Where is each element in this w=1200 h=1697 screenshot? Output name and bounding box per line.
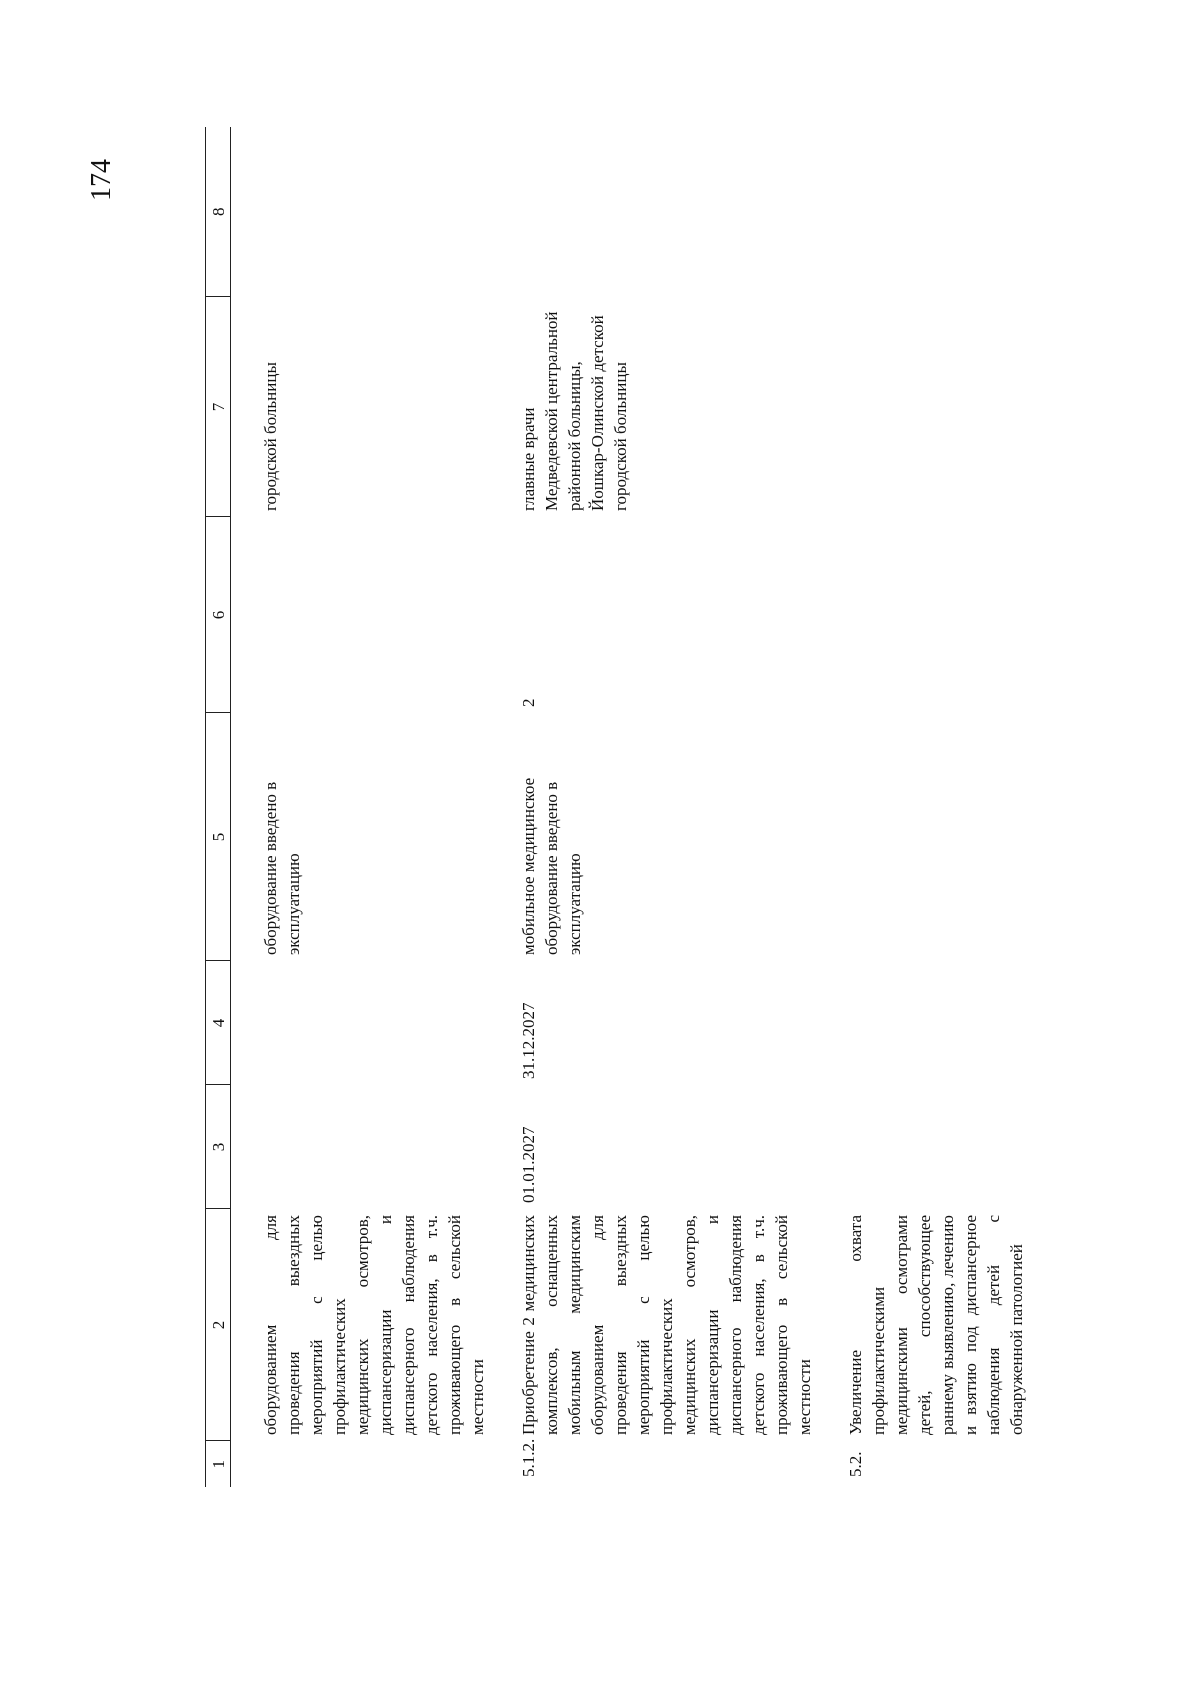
row-description: Приобретение 2 медицинских комплексов, оснащенных мобильным медицинским оборудованием для проведения выездных мероприятий с целью профилактических медицинских осмотров, диспансеризации и диспансерного наблюдения детского населения, в т.ч. проживающего в сельской местности xyxy=(519,1215,814,1435)
row-end-date xyxy=(231,961,490,1085)
column-header-2: 2 xyxy=(206,1209,231,1441)
table-row xyxy=(816,127,1028,1487)
row-responsible: городской больницы xyxy=(261,362,280,511)
table-row xyxy=(489,127,816,1487)
row-number xyxy=(231,1441,490,1487)
row-start-date xyxy=(231,1085,490,1209)
row-number: 5.2. xyxy=(846,1451,865,1477)
row-note xyxy=(231,127,490,297)
row-result: мобильное медицинское оборудование введено в эксплуатацию xyxy=(519,777,584,955)
row-responsible: главные врачи Медведевской центральной районной больницы, Йошкар-Олинской детской городской больницы xyxy=(519,311,630,511)
page-number: 174 xyxy=(86,159,117,201)
row-count xyxy=(816,517,1028,713)
row-description: Увеличение охвата профилактическими медицинскими осмотрами детей, способствующее раннему выявлению, лечению и взятию под диспансерное наблюдения детей с обнаруженной патологией xyxy=(846,1215,1026,1435)
row-start-date: 01.01.2027 xyxy=(519,1126,538,1203)
row-responsible xyxy=(816,297,1028,517)
column-header-1: 1 xyxy=(206,1441,231,1487)
row-end-date xyxy=(816,961,1028,1085)
column-header-8: 8 xyxy=(206,127,231,297)
row-count xyxy=(231,517,490,713)
row-number: 5.1.2. xyxy=(519,1438,538,1477)
column-header-7: 7 xyxy=(206,297,231,517)
row-end-date: 31.12.2027 xyxy=(519,1002,538,1079)
row-result: оборудование введено в эксплуатацию xyxy=(261,781,303,955)
plan-table xyxy=(205,127,1028,1487)
row-result xyxy=(816,713,1028,961)
column-header-4: 4 xyxy=(206,961,231,1085)
row-start-date xyxy=(816,1085,1028,1209)
column-header-6: 6 xyxy=(206,517,231,713)
column-header-3: 3 xyxy=(206,1085,231,1209)
row-count: 2 xyxy=(519,698,538,707)
table-header xyxy=(206,127,231,1487)
row-note xyxy=(816,127,1028,297)
table-row xyxy=(231,127,490,1487)
row-note xyxy=(489,127,816,297)
rotated-table-container xyxy=(205,127,1026,1487)
column-header-5: 5 xyxy=(206,713,231,961)
row-description: оборудованием для проведения выездных мероприятий с целью профилактических медицинских осмотров, диспансеризации и диспансерного наблюдения детского населения, в т.ч. проживающего в сельской местности xyxy=(261,1215,487,1435)
